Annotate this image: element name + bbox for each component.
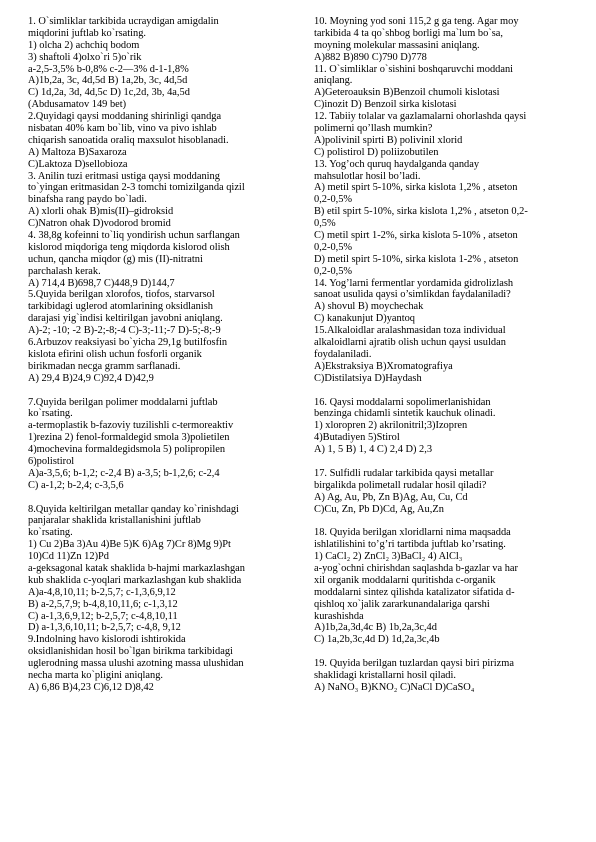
left-text-line: A) Maltoza B)Saxaroza	[28, 146, 127, 158]
right-text-line: tarkibida 4 ta qo`shbog borligi ma`lum bo`sa,	[314, 27, 504, 39]
right-text-line: aniqlang.	[314, 75, 353, 87]
right-text-line: 11. O`simliklar o`sishini boshqaruvchi moddani	[314, 63, 514, 75]
right-text-line: moddalarni sintez qilishda katalizator sifatida d-	[314, 586, 515, 598]
left-text-line: a-geksagonal katak shaklida b-hajmi markazlashgan	[28, 562, 245, 574]
left-text-line: panjaralar shaklida kristallanishini juftlab	[28, 515, 201, 527]
left-text-line: A) 714,4 B)698,7 C)448,9 D)144,7	[28, 277, 175, 289]
right-text-line: benzinga chidamli sintetik kauchuk olinadi.	[314, 408, 496, 420]
right-column	[314, 16, 580, 694]
left-column	[28, 16, 306, 694]
right-text-line: 18. Quyida berilgan xloridlarni nima maqsadda	[314, 527, 511, 539]
right-text-line: C)Distilatsiya D)Haydash	[314, 372, 422, 384]
right-text-line: 0,2-0,5%	[314, 241, 353, 253]
right-text-line: mahsulotlar hosil bo’ladi.	[314, 170, 421, 182]
right-text-line: C) kanakunjut D)yantoq	[314, 313, 415, 325]
left-text-line: 1)rezina 2) fenol-formaldegid smola 3)polietilen	[28, 432, 230, 444]
right-text-line: alkaloidlarni ajratib olish uchun qaysi usuldan	[314, 337, 506, 349]
left-text-line: A)1b,2a, 3c, 4d,5d B) 1a,2b, 3c, 4d,5d	[28, 75, 188, 87]
right-spacer	[314, 515, 580, 527]
left-text-line: 7.Quyida berilgan polimer moddalarni juftlab	[28, 396, 218, 408]
right-text-line: 17. Sulfidli rudalar tarkibida qaysi metallar	[314, 467, 494, 479]
right-text-line: C) polistirol D) poliizobutilen	[314, 146, 439, 158]
left-text-line: 3) shaftoli 4)olxo`ri 5)o`rik	[28, 51, 142, 63]
left-text-line: 3. Anilin tuzi eritmasi ustiga qaysi moddaning	[28, 170, 220, 182]
right-text-line: A)polivinil spirti B) polivinil xlorid	[314, 134, 463, 146]
left-text-line: A) 29,4 B)24,9 C)92,4 D)42,9	[28, 372, 154, 384]
left-spacer	[28, 385, 306, 397]
right-text-line: A) 1, 5 B) 1, 4 C) 2,4 D) 2,3	[314, 444, 433, 456]
right-text-line: 10. Moyning yod soni 115,2 g ga teng. Agar moy	[314, 16, 519, 27]
right-text-line: qishloq xo`jalik zararkunandalariga qarshi	[314, 598, 490, 610]
right-text-line: 16. Qaysi moddalarni sopolimerlanishidan	[314, 396, 491, 408]
left-text-line: A) xlorli ohak B)mis(II)–gidroksid	[28, 206, 174, 218]
left-text-line: 1) Cu 2)Ba 3)Au 4)Be 5)K 6)Ag 7)Cr 8)Mg 9)Pt	[28, 539, 231, 551]
left-text-line: ko`rsating.	[28, 527, 73, 539]
left-text-line: A) 6,86 B)4,23 C)6,12 D)8,42	[28, 681, 154, 693]
left-text-line: 9.Indolning havo kislorodi ishtirokida	[28, 634, 186, 646]
right-text-line: foydalaniladi.	[314, 348, 372, 360]
left-text-line: 1. O`simliklar tarkibida ucraydigan amigdalin	[28, 16, 219, 27]
right-text-line: A)1b,2a,3d,4c B) 1b,2a,3c,4d	[314, 622, 437, 634]
left-text-line: darajasi yig`indisi keltirilgan javobni aniqlang.	[28, 313, 223, 325]
left-text-line: parchalash kerak.	[28, 265, 101, 277]
right-text-line: kurashishda	[314, 610, 364, 622]
right-text-line: polimerni qo’llash mumkin?	[314, 123, 433, 135]
right-text-line: a-yog`ochni chirishdan saqlashda b-gazlar va har	[314, 562, 518, 574]
left-text-line: D) a-1,3,6,10,11; b-2,5,7; c-4,8, 9,12	[28, 622, 181, 634]
left-text-line: C) 1d,2a, 3d, 4d,5c D) 1c,2d, 3b, 4a,5d	[28, 87, 190, 99]
right-text-line: A) metil spirt 5-10%, sirka kislota 1,2% , atseton	[314, 182, 518, 194]
right-spacer	[314, 456, 580, 468]
left-text-line: 2.Quyidagi qaysi moddaning shirinligi qandga	[28, 111, 222, 123]
left-text-line: A)a-3,5,6; b-1,2; c-2,4 B) a-3,5; b-1,2,6; c-2,4	[28, 467, 220, 479]
left-text-line: to`yingan eritmasidan 2-3 tomchi tomizilganda qizil	[28, 182, 245, 194]
right-text-line: A) shovul B) moychechak	[314, 301, 424, 313]
left-text-line: a-2,5-3,5% b-0,8% c-2—3% d-1-1,8%	[28, 63, 189, 75]
left-text-line: 6)polistirol	[28, 455, 75, 467]
right-text-line: A)882 B)890 C)790 D)778	[314, 51, 427, 63]
right-text-line: 19. Quyida berilgan tuzlardan qaysi biri pirizma	[314, 658, 514, 670]
left-text-line: 10)Cd 11)Zn 12)Pd	[28, 551, 110, 563]
right-text-line: 15.Alkaloidlar aralashmasidan toza individual	[314, 325, 506, 337]
left-text-line: A)-2; -10; -2 B)-2;-8;-4 C)-3;-11;-7 D)-5;-8;-9	[28, 325, 221, 337]
right-text-line: shaklidagi kristallarni hosil qiladi.	[314, 669, 456, 681]
right-text-line: 4)Butadiyen 5)Stirol	[314, 432, 400, 444]
left-text-line: tarkibidagi uglerod atomlarining oksidlanish	[28, 301, 213, 313]
left-text-line: oksidlanishidan hosil bo`lgan birikma tarkibidagi	[28, 646, 233, 658]
right-text-line: 12. Tabiiy tolalar va gazlamalarni ohorlashda qaysi	[314, 111, 527, 123]
left-text-line: 1) olcha 2) achchiq bodom	[28, 39, 140, 51]
left-text-line: nisbatan 40% kam bo`lib, vino va pivo ishlab	[28, 123, 217, 135]
left-text-line: chiqarish sanoatida oraliq maxsulot hisoblanadi.	[28, 134, 229, 146]
left-text-line: A)a-4,8,10,11; b-2,5,7; c-1,3,6,9,12	[28, 586, 176, 598]
right-text-line: A)Geteroauksin B)Benzoil chumoli kislotasi	[314, 87, 500, 99]
right-text-line: sanoat usulida qaysi o’simlikdan faydalaniladi?	[314, 289, 511, 301]
right-text-line: A)Ekstraksiya B)Xromatografiya	[314, 360, 453, 372]
right-text-line: C) 1a,2b,3c,4d D) 1d,2a,3c,4b	[314, 634, 440, 646]
left-text-line: miqdorini juftlab ko`rsating.	[28, 27, 147, 39]
left-text-line: C)Laktoza D)sellobioza	[28, 158, 128, 170]
left-text-line: (Abdusamatov 149 bet)	[28, 99, 127, 111]
left-text-line: 6.Arbuzov reaksiyasi bo`yicha 29,1g butilfosfin	[28, 337, 228, 349]
right-spacer	[314, 646, 580, 658]
right-text-line: C) metil spirt 1-2%, sirka kislota 5-10% , atseton	[314, 230, 518, 242]
right-text-line: 0,2-0,5%	[314, 194, 353, 206]
left-text-line: a-termoplastik b-fazoviy tuzilishli c-termoreaktiv	[28, 420, 234, 432]
right-spacer	[314, 385, 580, 397]
left-text-line: C) a-1,3,6,9,12; b-2,5,7; c-4,8,10,11	[28, 610, 178, 622]
right-text-line: birgalikda polimetall rudalar hosil qiladi?	[314, 479, 487, 491]
right-text-line: C)inozit D) Benzoil sirka kislotasi	[314, 99, 457, 111]
right-text-line: 13. Yog’och quruq haydalganda qanday	[314, 158, 480, 170]
left-text-line: kub shaklida c-yoqlari markazlashgan kub shaklida	[28, 574, 242, 586]
right-text-line: A) NaNO₃ B)KNO₂ C)NaCl D)CaSO₄	[314, 681, 475, 693]
right-text-line: B) etil spirt 5-10%, sirka kislota 1,2% , atseton 0,2-	[314, 206, 528, 218]
left-text-line: kislorod miqdoriga teng miqdorda kislorod olish	[28, 241, 230, 253]
left-text-line: B) a-2,5,7,9; b-4,8,10,11,6; c-1,3,12	[28, 598, 178, 610]
left-text-line: C) a-1,2; b-2,4; c-3,5,6	[28, 479, 124, 491]
left-text-line: 4. 38,8g kofeinni to`liq yondirish uchun sarflangan	[28, 230, 240, 242]
right-text-line: A) Ag, Au, Pb, Zn B)Ag, Au, Cu, Cd	[314, 491, 468, 503]
right-text-line: 1) CaCl₂ 2) ZnCl₂ 3)BaCl₂ 4) AlCl₃	[314, 551, 463, 563]
right-text-line: 14. Yog’larni fermentlar yordamida gidrolizlash	[314, 277, 514, 289]
right-text-line: xil organik moddalarni quritishda c-organik	[314, 574, 496, 586]
left-text-line: necha marta ko`pligini aniqlang.	[28, 669, 164, 681]
left-text-line: 4)mochevina formaldegidsmola 5) polipropilen	[28, 444, 226, 456]
left-text-line: 5.Quyida berilgan xlorofos, tiofos, starvarsol	[28, 289, 215, 301]
left-text-line: kislota efirini olish uchun fosforli organik	[28, 348, 202, 360]
right-text-line: 1) xloropren 2) akrilonitril;3)Izopren	[314, 420, 468, 432]
left-text-line: binafsha rang paydo bo`ladi.	[28, 194, 147, 206]
right-text-line: D) metil spirt 5-10%, sirka kislota 1-2% , atseton	[314, 253, 519, 265]
left-text-line: 8.Quyida keltirilgan metallar qanday ko`rinishdagi	[28, 503, 239, 515]
left-text-line: uchun, qancha miqdor (g) mis (II)-nitratni	[28, 253, 203, 265]
left-text-line: ko`rsating.	[28, 408, 73, 420]
left-spacer	[28, 492, 306, 504]
right-text-line: moyning molekular massasini aniqlang.	[314, 39, 480, 51]
left-text-line: C)Natron ohak D)vodorod bromid	[28, 218, 171, 230]
right-text-line: ishlatilishini to’g’ri tartibda juftlab ko’rsating.	[314, 539, 506, 551]
right-text-line: 0,5%	[314, 218, 336, 230]
left-text-line: birikmadan necga gramm sarflanadi.	[28, 360, 181, 372]
right-text-line: 0,2-0,5%	[314, 265, 353, 277]
right-text-line: C)Cu, Zn, Pb D)Cd, Ag, Au,Zn	[314, 503, 444, 515]
left-text-line: uglerodning massa ulushi azotning massa ulushidan	[28, 658, 244, 670]
